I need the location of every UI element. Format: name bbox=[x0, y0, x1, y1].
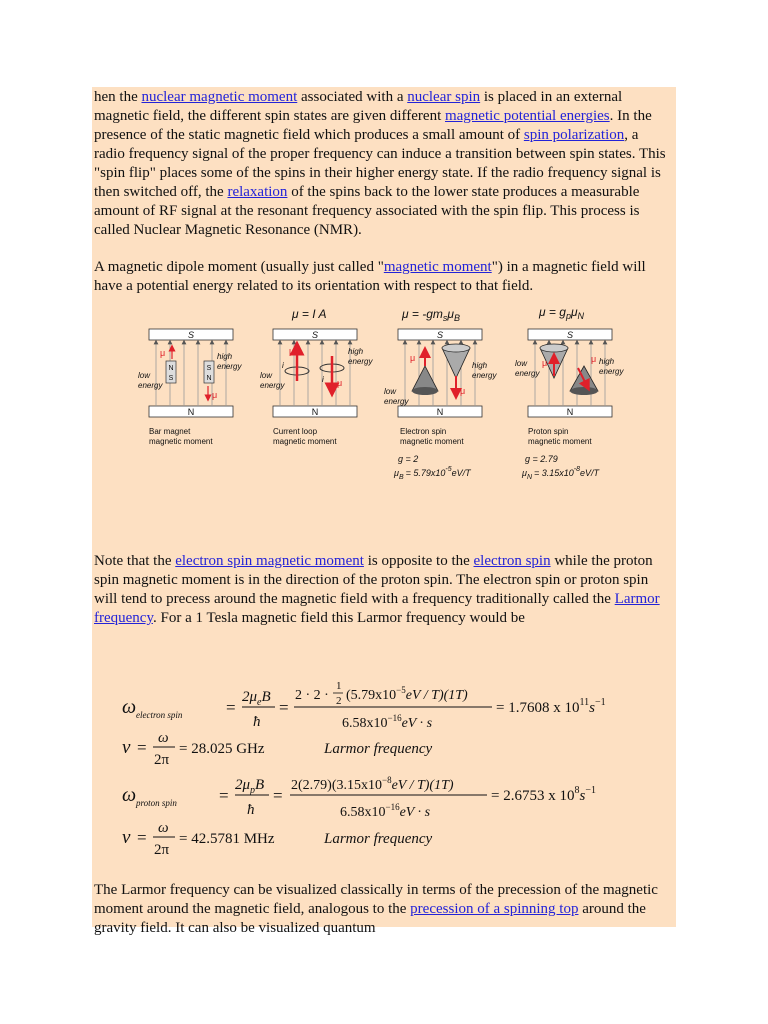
svg-text:low: low bbox=[515, 359, 528, 368]
magnetic-moment-diagram bbox=[92, 306, 676, 536]
svg-text:μ: μ bbox=[212, 390, 218, 400]
caption-electron-spin-1: Electron spin bbox=[400, 427, 447, 436]
formula-current-loop: μ = I A bbox=[292, 307, 327, 321]
link-larmor-frequency[interactable]: Larmor frequency bbox=[94, 591, 660, 626]
caption-electron-spin-2: magnetic moment bbox=[400, 437, 464, 446]
panel-electron-spin bbox=[384, 329, 497, 481]
svg-text:(5.79x10−5eV / T)(1T): $(5.79x10^{-5}eV / T)(1T)$ bbox=[346, 685, 468, 703]
panel-proton-spin bbox=[515, 329, 624, 481]
larmor-equations-svg bbox=[92, 646, 676, 868]
svg-text:N: N bbox=[206, 375, 212, 382]
caption-bar-magnet-1: Bar magnet bbox=[149, 427, 191, 436]
svg-text:6.58x10−16eV · s: $6.58x10^{-16}eV \cdot s$ bbox=[342, 713, 433, 731]
svg-text:ω: ω bbox=[122, 784, 137, 806]
svg-text:2μpB: $2\mu_pB$ bbox=[235, 777, 265, 796]
svg-text:μ: μ bbox=[289, 346, 295, 356]
larmor-equations bbox=[92, 646, 676, 868]
svg-text:i: i bbox=[322, 375, 324, 384]
svg-text:2π: 2π bbox=[154, 842, 170, 858]
svg-text:ω: ω bbox=[158, 820, 169, 836]
svg-text:=: = bbox=[279, 698, 289, 717]
caption-proton-spin-1: Proton spin bbox=[528, 427, 569, 436]
svg-text:μ: μ bbox=[460, 386, 466, 396]
svg-text:S: S bbox=[187, 330, 195, 340]
svg-text:N: N bbox=[187, 407, 195, 417]
svg-text:energy: energy bbox=[138, 381, 163, 390]
link-magnetic-moment[interactable]: magnetic moment bbox=[383, 259, 492, 275]
svg-text:ν: ν bbox=[122, 737, 131, 758]
link-spin-polarization[interactable]: spin polarization bbox=[523, 127, 625, 143]
panel-current-loop bbox=[260, 329, 373, 446]
proton-g-factor: g = 2.79 bbox=[525, 454, 558, 464]
svg-text:μ: μ bbox=[410, 353, 416, 363]
formula-proton-spin: $\mu = g_p\mu_N$ bbox=[539, 305, 585, 321]
svg-text:= 2.6753 x 108s−1: = 2.6753 x $10^8s^{-1}$ bbox=[491, 785, 596, 804]
equation-proton-frequency bbox=[122, 820, 433, 858]
svg-text:S: S bbox=[566, 330, 574, 340]
caption-current-loop-1: Current loop bbox=[273, 427, 318, 436]
equation-electron-frequency bbox=[122, 730, 433, 768]
svg-text:2μeB: $2\mu_eB$ bbox=[242, 689, 271, 708]
svg-text:proton spin: proton spin bbox=[136, 798, 177, 808]
svg-text:low: low bbox=[260, 371, 273, 380]
svg-text:μ: μ bbox=[160, 348, 166, 358]
caption-current-loop-2: magnetic moment bbox=[273, 437, 337, 446]
equation-electron-spin bbox=[122, 680, 606, 731]
link-precession-of-spinning-top[interactable]: precession of a spinning top bbox=[410, 901, 579, 917]
svg-text:=: = bbox=[226, 698, 236, 717]
svg-text:low: low bbox=[138, 371, 151, 380]
link-nuclear-spin[interactable]: nuclear spin bbox=[407, 89, 481, 105]
svg-text:μ: μ bbox=[337, 378, 343, 388]
svg-text:6.58x10−16eV · s: $6.58x10^{-16}eV \cdot s$ bbox=[340, 802, 431, 820]
panel-bar-magnet bbox=[138, 329, 242, 446]
svg-text:energy: energy bbox=[217, 362, 242, 371]
svg-text:2(2.79)(3.15x10−8eV / T)(1T): $2(2.79)(3.15x10^{-8}eV / T)(1T)$ bbox=[291, 775, 454, 793]
svg-text:N: N bbox=[311, 407, 319, 417]
magnetic-moment-figure bbox=[92, 306, 676, 536]
dipole-paragraph: A magnetic dipole moment (usually just called "magnetic moment") in a magnetic field will have a potential energy related to its orientation with respect to that field. bbox=[94, 259, 646, 294]
svg-text:1: 1 bbox=[336, 680, 342, 692]
svg-text:=: = bbox=[137, 828, 147, 847]
link-relaxation[interactable]: relaxation bbox=[227, 184, 288, 200]
svg-text:= 1.7608 x 1011s−1: = 1.7608 x $10^{11}s^{-1}$ bbox=[496, 697, 606, 716]
svg-text:high: high bbox=[472, 361, 488, 370]
svg-text:= 42.5781 MHz: = 42.5781 MHz bbox=[179, 831, 275, 847]
svg-text:S: S bbox=[436, 330, 444, 340]
svg-text:= 28.025 GHz: = 28.025 GHz bbox=[179, 741, 265, 757]
svg-text:=: = bbox=[137, 738, 147, 757]
svg-text:i: i bbox=[282, 361, 284, 370]
svg-text:energy: energy bbox=[384, 397, 409, 406]
svg-text:high: high bbox=[217, 352, 233, 361]
intro-paragraph: hen the nuclear magnetic moment associated with a nuclear spin is placed in an external magnetic field, the different spin states are given different magnetic potential energies. In the presence of the static magnetic field which produces a small amount of spin polarization, a radio frequency signal of the proper frequency can induce a transition between spin states. This "spin flip" places some of the spins in their higher energy state. If the radio frequency signal is then switched off, the relaxation of the spins back to the lower state produces a measurable amount of RF signal at the resonant frequency associated with the spin flip. This process is called Nuclear Magnetic Resonance (NMR). bbox=[94, 89, 666, 238]
svg-text:=: = bbox=[273, 786, 283, 805]
larmor-paragraph: Note that the electron spin magnetic moment is opposite to the electron spin while the proton spin magnetic moment is in the direction of the proton spin. The electron spin or proton spin will tend to precess around the magnetic field with a frequency traditionally called the Larmor frequency. For a 1 Tesla magnetic field this Larmor frequency would be bbox=[94, 553, 660, 626]
link-magnetic-potential-energies[interactable]: magnetic potential energies bbox=[444, 108, 610, 124]
svg-text:energy: energy bbox=[515, 369, 540, 378]
nuclear-magneton-value: $\mu_N = 3.15x10^{-8}eV/T$ bbox=[522, 466, 600, 481]
svg-text:high: high bbox=[348, 347, 364, 356]
svg-text:energy: energy bbox=[348, 357, 373, 366]
svg-text:low: low bbox=[384, 387, 397, 396]
link-nuclear-magnetic-moment[interactable]: nuclear magnetic moment bbox=[141, 89, 298, 105]
svg-text:Larmor frequency: Larmor frequency bbox=[324, 741, 433, 757]
svg-text:μ: μ bbox=[591, 354, 597, 364]
svg-text:S: S bbox=[168, 375, 174, 382]
svg-text:N: N bbox=[566, 407, 574, 417]
bohr-magneton-value: $\mu_B = 5.79x10^{-5}eV/T$ bbox=[394, 466, 471, 481]
svg-text:energy: energy bbox=[260, 381, 285, 390]
svg-text:N: N bbox=[168, 365, 174, 372]
svg-text:S: S bbox=[206, 365, 212, 372]
svg-text:μ: μ bbox=[542, 358, 548, 368]
svg-text:high: high bbox=[599, 357, 615, 366]
svg-text:S: S bbox=[311, 330, 319, 340]
svg-text:2 · 2 ·: 2 · 2 · bbox=[295, 688, 329, 703]
svg-text:2π: 2π bbox=[154, 752, 170, 768]
svg-text:energy: energy bbox=[599, 367, 624, 376]
visualization-paragraph: The Larmor frequency can be visualized classically in terms of the precession of the magnetic moment around the magnetic field, analogous to the precession of a spinning top around the gravity field. It can also be visualized quantum bbox=[94, 882, 658, 936]
svg-text:ħ: ħ bbox=[247, 802, 255, 818]
caption-proton-spin-2: magnetic moment bbox=[528, 437, 592, 446]
svg-text:energy: energy bbox=[472, 371, 497, 380]
document-page bbox=[92, 87, 676, 936]
svg-text:ω: ω bbox=[122, 696, 137, 718]
electron-g-factor: g = 2 bbox=[398, 454, 419, 464]
svg-text:2: 2 bbox=[336, 695, 342, 707]
caption-bar-magnet-2: magnetic moment bbox=[149, 437, 213, 446]
svg-text:ν: ν bbox=[122, 827, 131, 848]
formula-electron-spin: $\mu = -gm_s\mu_B$ bbox=[402, 307, 461, 323]
link-electron-spin-magnetic-moment[interactable]: electron spin magnetic moment bbox=[175, 553, 364, 569]
svg-text:ω: ω bbox=[158, 730, 169, 746]
svg-text:N: N bbox=[436, 407, 444, 417]
link-electron-spin[interactable]: electron spin bbox=[473, 553, 551, 569]
svg-text:=: = bbox=[219, 786, 229, 805]
svg-text:electron spin: electron spin bbox=[136, 710, 183, 720]
svg-text:ħ: ħ bbox=[253, 714, 261, 730]
equation-proton-spin bbox=[122, 775, 596, 820]
svg-text:Larmor frequency: Larmor frequency bbox=[324, 831, 433, 847]
